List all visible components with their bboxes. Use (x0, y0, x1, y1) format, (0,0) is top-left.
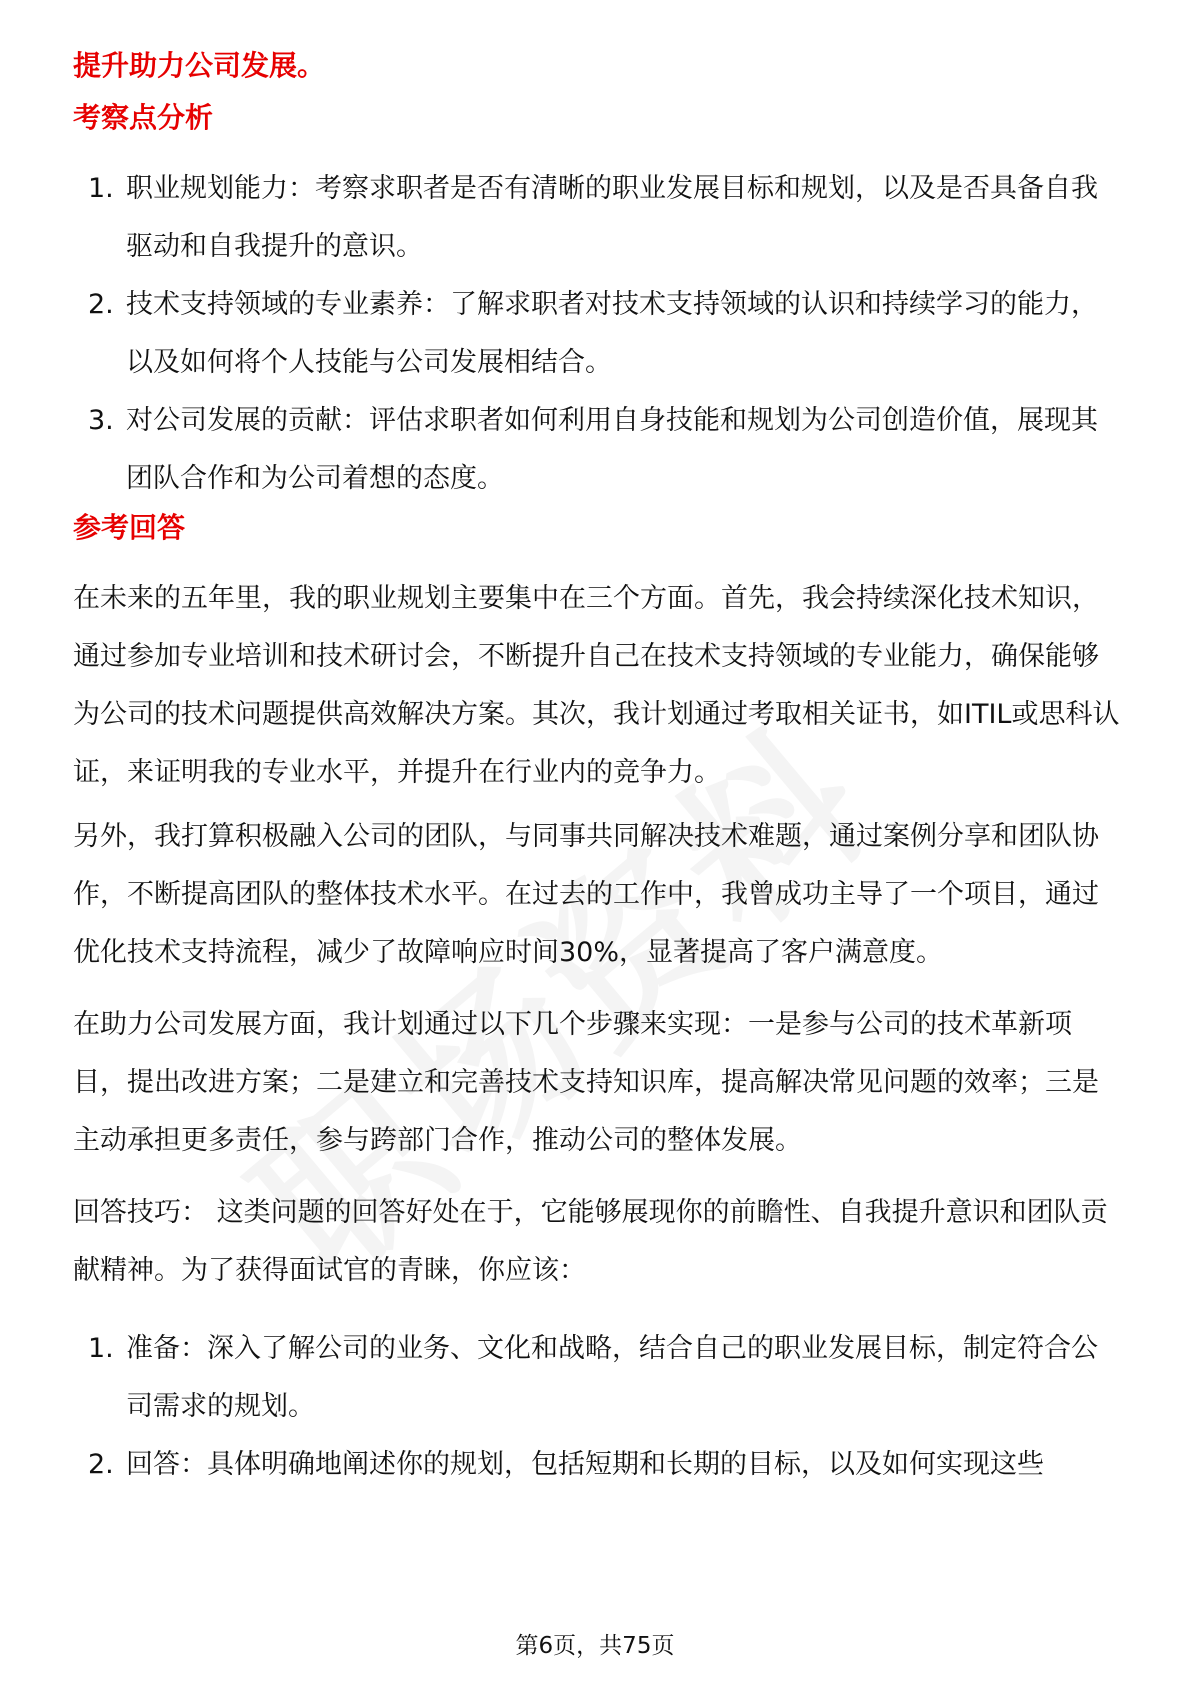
answer-paragraph: 在未来的五年里，我的职业规划主要集中在三个方面。首先，我会持续深化技术知识，通过参加专业培训和技术研讨会，不断提升自己在技术支持领域的专业能力，确保能够为公司的技术问题提供高效解决方案。其次，我计划通过考取相关证书，如ITIL或思科认证，来证明我的专业水平，并提升在行业内的竞争力。 (73, 583, 1120, 788)
list-text: 准备：深入了解公司的业务、文化和战略，结合自己的职业发展目标，制定符合公司需求的规划。 (126, 1333, 1098, 1422)
tips-list (73, 1320, 1123, 1494)
answer-paragraph: 另外，我打算积极融入公司的团队，与同事共同解决技术难题，通过案例分享和团队协作，不断提高团队的整体技术水平。在过去的工作中，我曾成功主导了一个项目，通过优化技术支持流程，减少了故障响应时间30%，显著提高了客户满意度。 (73, 821, 1099, 968)
list-item (73, 276, 1123, 392)
analysis-heading: 考察点分析 (73, 101, 214, 134)
answer-paragraph: 在助力公司发展方面，我计划通过以下几个步骤来实现：一是参与公司的技术革新项目，提出改进方案；二是建立和完善技术支持知识库，提高解决常见问题的效率；三是主动承担更多责任，参与跨部门合作，推动公司的整体发展。 (73, 1009, 1099, 1156)
list-number: 1. (88, 173, 114, 204)
list-number: 1. (88, 1333, 114, 1364)
analysis-list (73, 160, 1123, 508)
list-number: 3. (88, 405, 114, 436)
page-number-footer: 第6页，共75页 (515, 1633, 675, 1659)
answer-heading: 参考回答 (73, 511, 186, 544)
tips-intro-paragraph: 回答技巧： 这类问题的回答好处在于，它能够展现你的前瞻性、自我提升意识和团队贡献精神。为了获得面试官的青睐，你应该： (73, 1197, 1108, 1286)
list-number: 2. (88, 1449, 114, 1480)
list-text: 对公司发展的贡献：评估求职者如何利用自身技能和规划为公司创造价值，展现其团队合作和为公司着想的态度。 (126, 405, 1098, 494)
continued-heading-line: 提升助力公司发展。 (73, 49, 326, 82)
list-item (73, 1320, 1123, 1436)
list-text: 技术支持领域的专业素养：了解求职者对技术支持领域的认识和持续学习的能力，以及如何将个人技能与公司发展相结合。 (126, 289, 1098, 378)
list-number: 2. (88, 289, 114, 320)
list-item (73, 392, 1123, 508)
list-text: 职业规划能力：考察求职者是否有清晰的职业发展目标和规划，以及是否具备自我驱动和自我提升的意识。 (126, 173, 1098, 262)
list-item (73, 160, 1123, 276)
list-item (73, 1436, 1123, 1494)
list-text: 回答：具体明确地阐述你的规划，包括短期和长期的目标，以及如何实现这些 (126, 1449, 1044, 1480)
